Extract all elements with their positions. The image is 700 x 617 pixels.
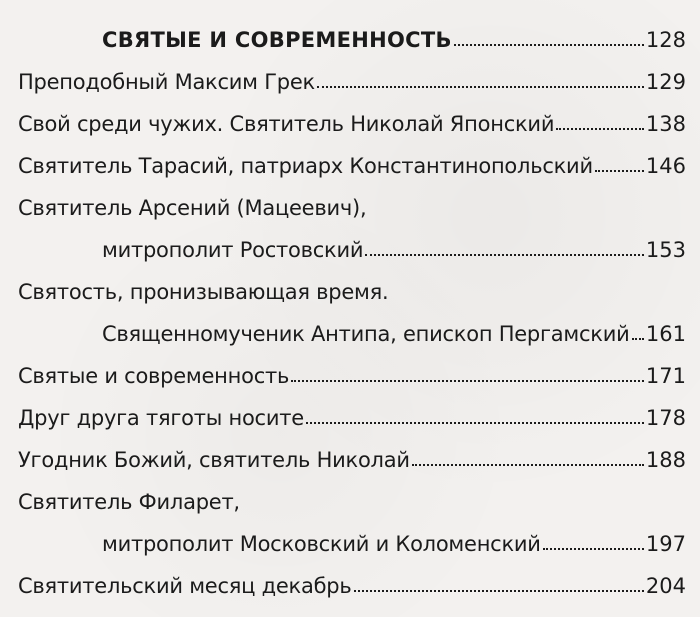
leader-dots (365, 254, 644, 256)
toc-entry[interactable] (18, 138, 686, 178)
toc-entry-line1[interactable] (18, 180, 686, 220)
toc-entry-page: 188 (645, 448, 686, 472)
toc-entry-page: 204 (645, 574, 686, 598)
toc-entry-page: 197 (645, 532, 686, 556)
toc-entry[interactable] (18, 432, 686, 472)
toc-entry-line2[interactable] (102, 516, 686, 556)
toc-entry-line1[interactable] (18, 474, 686, 514)
toc-entry-section-header[interactable] (102, 12, 686, 52)
toc-entry-title: Священномученик Антипа, епископ Пергамский (102, 322, 630, 346)
toc-entry-title: митрополит Ростовский (102, 238, 364, 262)
toc-entry-title: Друг друга тяготы носите (18, 406, 304, 430)
toc-entry-page: 161 (645, 322, 686, 346)
leader-dots (354, 590, 644, 592)
toc-entry[interactable] (18, 348, 686, 388)
toc-entry-title: митрополит Московский и Коломенский (102, 532, 541, 556)
toc-entry[interactable] (18, 390, 686, 430)
toc-entry[interactable] (18, 54, 686, 94)
leader-dots (543, 548, 644, 550)
toc-entry-title: Свой среди чужих. Святитель Николай Японский (18, 112, 555, 136)
toc-entry-page: 129 (645, 70, 686, 94)
toc-entry-page: 128 (645, 28, 686, 52)
toc-entry-title: Святительский месяц декабрь (18, 574, 352, 598)
toc-entry-page: 153 (645, 238, 686, 262)
toc-entry-title: СВЯТЫЕ И СОВРЕМЕННОСТЬ (102, 28, 452, 52)
leader-dots (291, 380, 644, 382)
leader-dots (317, 86, 644, 88)
toc-entry-title: Святые и современность (18, 364, 290, 388)
leader-dots (632, 338, 644, 340)
leader-dots (306, 422, 644, 424)
leader-dots (454, 44, 644, 46)
leader-dots (556, 128, 644, 130)
toc-entry-page: 138 (645, 112, 686, 136)
toc-entry[interactable] (18, 558, 686, 598)
toc-entry-title: Святитель Филарет, (18, 490, 240, 514)
toc-entry-title: Святитель Тарасий, патриарх Константинопольский (18, 154, 593, 178)
toc-entry-line2[interactable] (102, 306, 686, 346)
toc-entry-page: 171 (645, 364, 686, 388)
toc-entry[interactable] (18, 96, 686, 136)
toc-entry-line2[interactable] (102, 222, 686, 262)
toc-entry-line1[interactable] (18, 264, 686, 304)
leader-dots (412, 464, 644, 466)
toc-entry-title: Преподобный Максим Грек (18, 70, 315, 94)
toc-entry-page: 178 (645, 406, 686, 430)
toc-entry-title: Святость, пронизывающая время. (18, 280, 389, 304)
toc-entry-page: 146 (645, 154, 686, 178)
leader-dots (595, 170, 644, 172)
toc-entry-title: Угодник Божий, святитель Николай (18, 448, 410, 472)
toc-entry-title: Святитель Арсений (Мацеевич), (18, 196, 367, 220)
